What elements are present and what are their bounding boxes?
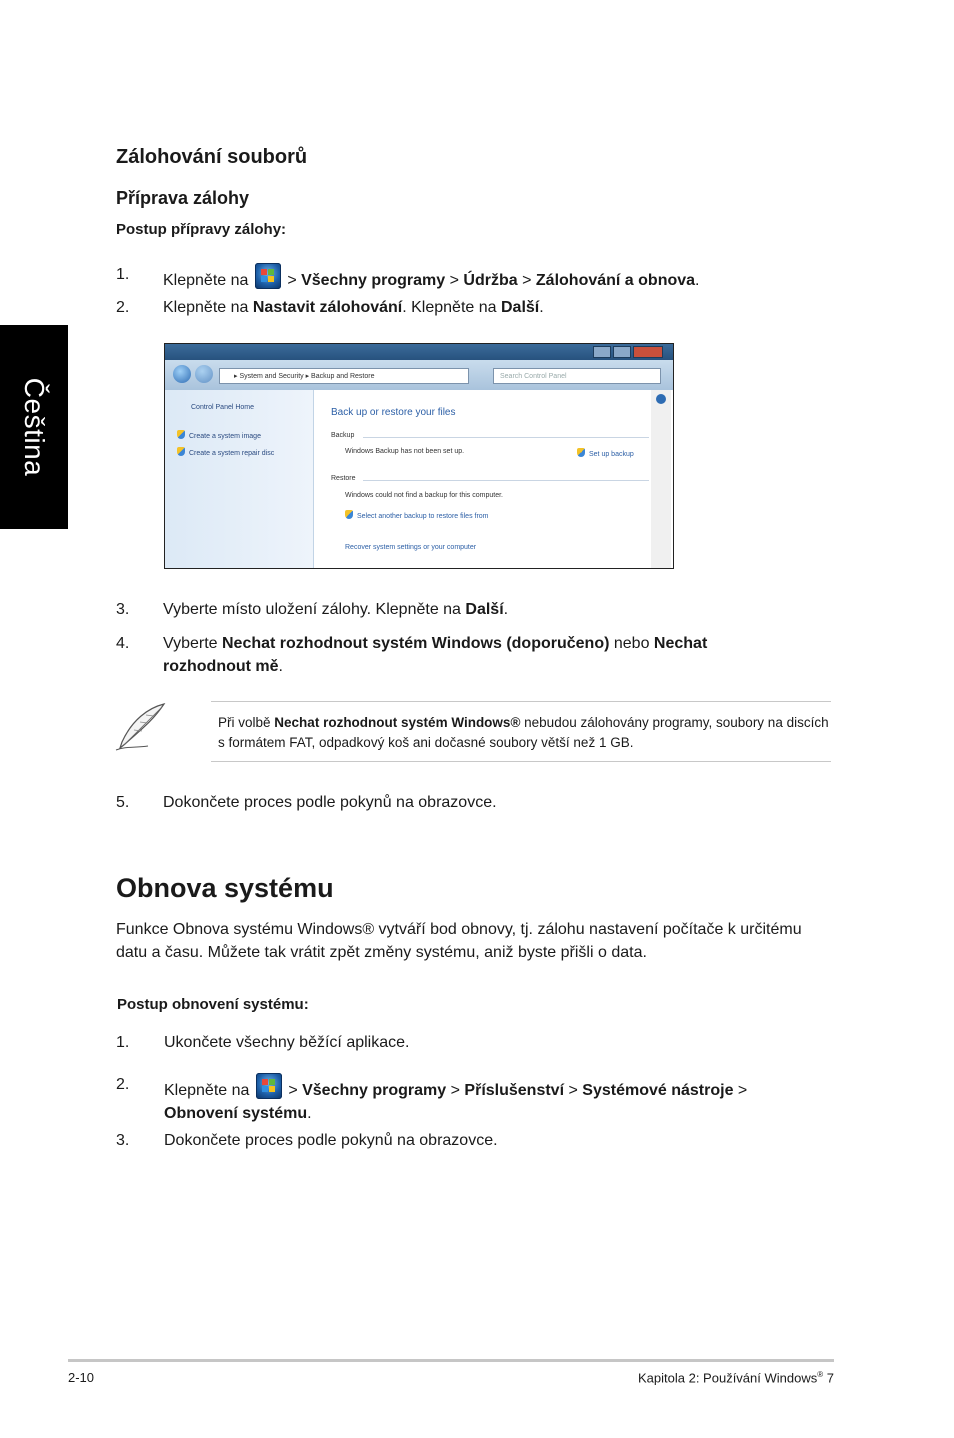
control-panel-home-link: Control Panel Home (191, 404, 255, 411)
left-link: Create a system repair disc (177, 447, 274, 457)
step-number: 4. (116, 635, 130, 652)
step-text: Dokončete proces podle pokynů na obrazovce. (164, 1132, 498, 1149)
step-number: 5. (116, 794, 130, 811)
step-number: 3. (116, 601, 130, 618)
language-side-tab (0, 325, 68, 529)
step-number: 1. (116, 266, 130, 283)
window-titlebar (165, 344, 673, 360)
chapter-label: Kapitola 2: Používání Windows® 7 (638, 1370, 834, 1386)
backup-status: Windows Backup has not been set up. (345, 448, 465, 455)
windows-start-icon (256, 1073, 282, 1099)
note-text: Při volbě Nechat rozhodnout systém Windows® nebudou zálohovány programy, soubory na discích s formátem FAT, odpadkový koš ani dočasné soubory větší než 1 GB. (218, 715, 829, 750)
address-field: ▸ System and Security ▸ Backup and Restore (219, 368, 469, 384)
address-toolbar (165, 360, 673, 390)
close-icon (633, 346, 663, 358)
step-text: Klepněte na Nastavit zálohování. Klepněte na Další. (163, 299, 544, 316)
feather-note-icon (112, 702, 170, 754)
minimize-icon (593, 346, 611, 358)
select-backup-link: Select another backup to restore files from (345, 510, 489, 520)
shield-icon (577, 448, 585, 457)
step-text: Ukončete všechny běžící aplikace. (164, 1034, 410, 1051)
left-link: Create a system image (177, 430, 261, 440)
main-title: Back up or restore your files (331, 407, 456, 418)
step-number: 2. (116, 1076, 130, 1093)
shield-icon (345, 510, 353, 519)
restore-intro: Funkce Obnova systému Windows® vytváří bod obnovy, tj. zálohu nastavení počítače k určitému datu a času. Můžete tak vrátit zpět změny systému, aniž byste přišli o data. (116, 921, 802, 961)
language-label: Čeština (19, 377, 50, 477)
recover-settings-link: Recover system settings or your computer (345, 544, 477, 551)
divider (363, 480, 649, 481)
scrollbar (651, 390, 671, 568)
setup-backup-link: Set up backup (577, 448, 634, 458)
section-title-backup: Zálohování souborů (116, 146, 308, 168)
step-number: 1. (116, 1034, 130, 1051)
shield-icon (177, 430, 185, 439)
page-number: 2-10 (68, 1370, 95, 1385)
windows-start-icon (255, 263, 281, 289)
restore-label: Restore (331, 475, 356, 482)
step-text: Klepněte na > Všechny programy > Údržba > Zálohování a obnova. (163, 263, 843, 292)
step-number: 2. (116, 299, 130, 316)
shield-icon (177, 447, 185, 456)
help-icon (656, 394, 666, 404)
restore-status: Windows could not find a backup for this computer. (345, 492, 503, 499)
subsection-title-prepare: Příprava zálohy (116, 188, 250, 208)
step-number: 3. (116, 1132, 130, 1149)
left-pane (165, 390, 314, 568)
forward-icon (195, 365, 213, 383)
divider (363, 437, 649, 438)
procedure-heading-prepare: Postup přípravy zálohy: (116, 221, 287, 238)
section-title-restore: Obnova systému (116, 873, 334, 903)
step-text: Vyberte Nechat rozhodnout systém Windows (doporučeno) nebo Nechat rozhodnout mě. (163, 635, 708, 675)
footer-rule (68, 1359, 834, 1362)
backup-label: Backup (331, 432, 355, 439)
note-bottom-rule (211, 761, 831, 762)
search-field: Search Control Panel (493, 368, 661, 384)
step-text: Dokončete proces podle pokynů na obrazovce. (163, 794, 497, 811)
note-top-rule (211, 701, 831, 702)
maximize-icon (613, 346, 631, 358)
step-text: Klepněte na > Všechny programy > Příslušenství > Systémové nástroje > Obnovení systému. (164, 1073, 824, 1125)
step-text: Vyberte místo uložení zálohy. Klepněte na Další. (163, 601, 509, 618)
back-icon (173, 365, 191, 383)
procedure-heading-restore: Postup obnovení systému: (117, 996, 309, 1013)
backup-restore-screenshot (164, 343, 674, 569)
